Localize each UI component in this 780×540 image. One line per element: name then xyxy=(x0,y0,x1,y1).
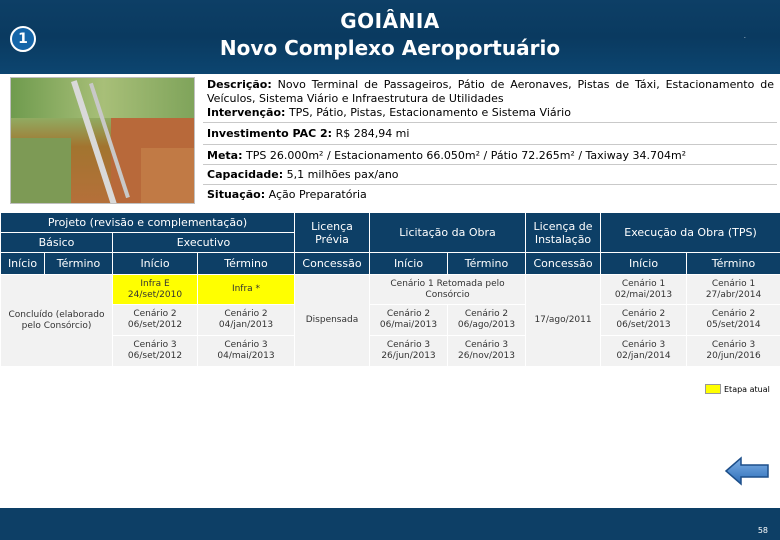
execucao-c2-termino: Cenário 2 05/set/2014 xyxy=(687,305,780,336)
slide-footer xyxy=(0,508,780,540)
divider xyxy=(203,164,777,165)
header-executivo: Executivo xyxy=(113,233,295,253)
investimento-text: R$ 284,94 mi xyxy=(335,127,410,140)
subheader-inicio: Início xyxy=(1,253,45,275)
subheader-termino: Término xyxy=(687,253,780,275)
legend-swatch xyxy=(705,384,721,394)
execucao-c1-termino: Cenário 1 27/abr/2014 xyxy=(687,275,780,305)
exec-c3-termino: Cenário 3 04/mai/2013 xyxy=(198,336,295,367)
header-dot: . xyxy=(743,32,746,40)
legend-label: Etapa atual xyxy=(724,385,770,394)
slide-number-badge: 1 xyxy=(10,26,36,52)
licenca-instalacao-date: 17/ago/2011 xyxy=(526,275,601,367)
slide-header xyxy=(0,0,780,74)
divider xyxy=(203,144,777,145)
meta-label: Meta: xyxy=(207,149,243,162)
exec-c3-inicio: Cenário 3 06/set/2012 xyxy=(113,336,198,367)
description-block xyxy=(207,78,774,120)
investimento-block xyxy=(207,127,409,141)
subheader-termino: Término xyxy=(448,253,526,275)
basico-status: Concluído (elaborado pelo Consórcio) xyxy=(1,275,113,367)
licitacao-c3-inicio: Cenário 3 26/jun/2013 xyxy=(370,336,448,367)
exec-infra-inicio: Infra E 24/set/2010 xyxy=(113,275,198,305)
project-title: Novo Complexo Aeroportuário xyxy=(219,36,561,60)
capacidade-block xyxy=(207,168,399,182)
header-projeto: Projeto (revisão e complementação) xyxy=(1,213,295,233)
exec-c2-termino: Cenário 2 04/jan/2013 xyxy=(198,305,295,336)
subheader-inicio: Início xyxy=(370,253,448,275)
execucao-c3-termino: Cenário 3 20/jun/2016 xyxy=(687,336,780,367)
page-number: 58 xyxy=(757,526,768,535)
subheader-concessao: Concessão xyxy=(526,253,601,275)
situacao-block xyxy=(207,188,367,202)
licitacao-c2-inicio: Cenário 2 06/mai/2013 xyxy=(370,305,448,336)
back-arrow-icon[interactable] xyxy=(724,456,770,486)
header-execucao: Execução da Obra (TPS) xyxy=(601,213,780,253)
aerial-photo xyxy=(10,77,195,204)
descricao-text: Novo Terminal de Passageiros, Pátio de Aeronaves, Pistas de Táxi, Estacionamento de Veículos, Sistema Viário e Infraestrutura de Utilidades xyxy=(207,78,774,105)
subheader-inicio: Início xyxy=(113,253,198,275)
capacidade-label: Capacidade: xyxy=(207,168,284,181)
execucao-c2-inicio: Cenário 2 06/set/2013 xyxy=(601,305,687,336)
subheader-inicio: Início xyxy=(601,253,687,275)
divider xyxy=(203,184,777,185)
header-basico: Básico xyxy=(1,233,113,253)
subheader-termino: Término xyxy=(198,253,295,275)
subheader-concessao: Concessão xyxy=(295,253,370,275)
intervencao-label: Intervenção: xyxy=(207,106,286,119)
situacao-text: Ação Preparatória xyxy=(268,188,367,201)
intervencao-text: TPS, Pátio, Pistas, Estacionamento e Sistema Viário xyxy=(288,106,571,119)
header-licenca-previa: Licença Prévia xyxy=(295,213,370,253)
divider xyxy=(203,122,777,123)
exec-c2-inicio: Cenário 2 06/set/2012 xyxy=(113,305,198,336)
meta-block xyxy=(207,149,686,163)
licitacao-c2-termino: Cenário 2 06/ago/2013 xyxy=(448,305,526,336)
meta-text: TPS 26.000m² / Estacionamento 66.050m² / Pátio 72.265m² / Taxiway 34.704m² xyxy=(246,149,687,162)
city-title: GOIÂNIA xyxy=(340,9,440,33)
header-licitacao: Licitação da Obra xyxy=(370,213,526,253)
investimento-label: Investimento PAC 2: xyxy=(207,127,333,140)
header-licenca-instalacao: Licença de Instalação xyxy=(526,213,601,253)
licitacao-c1: Cenário 1 Retomada pelo Consórcio xyxy=(370,275,526,305)
capacidade-text: 5,1 milhões pax/ano xyxy=(286,168,399,181)
subheader-termino: Término xyxy=(45,253,113,275)
schedule-table xyxy=(0,212,780,367)
execucao-c3-inicio: Cenário 3 02/jan/2014 xyxy=(601,336,687,367)
exec-infra-termino: Infra * xyxy=(198,275,295,305)
licitacao-c3-termino: Cenário 3 26/nov/2013 xyxy=(448,336,526,367)
descricao-label: Descrição: xyxy=(207,78,272,91)
situacao-label: Situação: xyxy=(207,188,266,201)
execucao-c1-inicio: Cenário 1 02/mai/2013 xyxy=(601,275,687,305)
licenca-previa-status: Dispensada xyxy=(295,275,370,367)
